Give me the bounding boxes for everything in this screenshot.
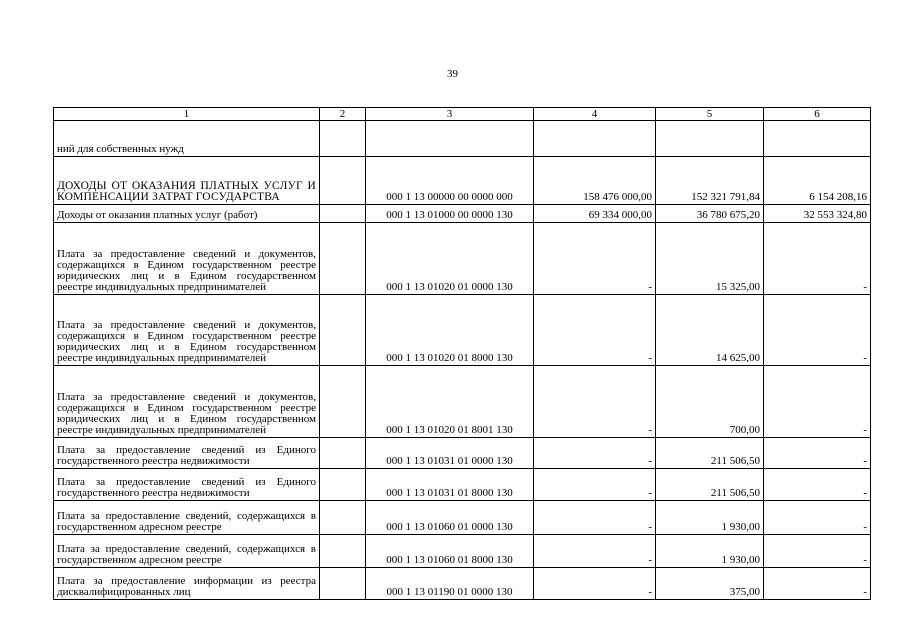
column-header: 1 <box>54 108 320 121</box>
row-plan: - <box>534 438 656 469</box>
column-header: 4 <box>534 108 656 121</box>
row-plan: - <box>534 366 656 438</box>
table-row <box>54 205 871 223</box>
table-row <box>54 157 871 205</box>
row-name: Плата за предоставление сведений из Единого государственного реестра недвижимости <box>54 469 320 501</box>
table-header-row <box>54 108 871 121</box>
row-code: 000 1 13 01060 01 0000 130 <box>366 501 534 535</box>
row-unexecuted: - <box>764 501 871 535</box>
row-executed: 15 325,00 <box>656 223 764 295</box>
row-col2 <box>320 568 366 600</box>
row-executed: 1 930,00 <box>656 535 764 568</box>
table-row <box>54 568 871 600</box>
row-col2 <box>320 295 366 366</box>
row-col2 <box>320 438 366 469</box>
row-col2 <box>320 157 366 205</box>
row-code: 000 1 13 01060 01 8000 130 <box>366 535 534 568</box>
row-unexecuted: - <box>764 469 871 501</box>
row-executed <box>656 121 764 157</box>
row-code: 000 1 13 01020 01 0000 130 <box>366 223 534 295</box>
row-name: ДОХОДЫ ОТ ОКАЗАНИЯ ПЛАТНЫХ УСЛУГ И КОМПЕНСАЦИИ ЗАТРАТ ГОСУДАРСТВА <box>54 157 320 205</box>
row-executed: 700,00 <box>656 366 764 438</box>
row-code: 000 1 13 01000 00 0000 130 <box>366 205 534 223</box>
row-unexecuted: - <box>764 366 871 438</box>
row-unexecuted <box>764 121 871 157</box>
row-plan: 69 334 000,00 <box>534 205 656 223</box>
row-plan: - <box>534 469 656 501</box>
row-col2 <box>320 366 366 438</box>
table-row <box>54 438 871 469</box>
row-name: Плата за предоставление информации из реестра дисквалифицированных лиц <box>54 568 320 600</box>
row-code: 000 1 13 01020 01 8001 130 <box>366 366 534 438</box>
column-header: 3 <box>366 108 534 121</box>
table-row <box>54 535 871 568</box>
row-col2 <box>320 501 366 535</box>
column-header: 5 <box>656 108 764 121</box>
row-code: 000 1 13 00000 00 0000 000 <box>366 157 534 205</box>
row-name: Плата за предоставление сведений из Единого государственного реестра недвижимости <box>54 438 320 469</box>
row-code: 000 1 13 01190 01 0000 130 <box>366 568 534 600</box>
row-unexecuted: - <box>764 295 871 366</box>
table-row <box>54 223 871 295</box>
column-header: 2 <box>320 108 366 121</box>
column-header: 6 <box>764 108 871 121</box>
row-name: ний для собственных нужд <box>54 121 320 157</box>
row-name: Плата за предоставление сведений и документов, содержащихся в Едином государственном реестре юридических лиц и в Едином государственном реестре индивидуальных предпринимателей <box>54 366 320 438</box>
row-executed: 211 506,50 <box>656 469 764 501</box>
row-col2 <box>320 205 366 223</box>
row-plan: - <box>534 223 656 295</box>
row-name: Плата за предоставление сведений и документов, содержащихся в Едином государственном реестре юридических лиц и в Едином государственном реестре индивидуальных предпринимателей <box>54 295 320 366</box>
row-plan: - <box>534 295 656 366</box>
row-code <box>366 121 534 157</box>
row-unexecuted: - <box>764 438 871 469</box>
row-col2 <box>320 223 366 295</box>
row-unexecuted: - <box>764 223 871 295</box>
row-plan: - <box>534 535 656 568</box>
revenue-table <box>53 107 871 600</box>
row-unexecuted: - <box>764 568 871 600</box>
row-plan: - <box>534 568 656 600</box>
row-code: 000 1 13 01031 01 8000 130 <box>366 469 534 501</box>
table-row <box>54 469 871 501</box>
row-executed: 36 780 675,20 <box>656 205 764 223</box>
row-col2 <box>320 535 366 568</box>
row-col2 <box>320 121 366 157</box>
row-unexecuted: 32 553 324,80 <box>764 205 871 223</box>
row-unexecuted: 6 154 208,16 <box>764 157 871 205</box>
row-plan <box>534 121 656 157</box>
page-number: 39 <box>447 68 458 80</box>
row-name: Плата за предоставление сведений, содержащихся в государственном адресном реестре <box>54 535 320 568</box>
row-name: Доходы от оказания платных услуг (работ) <box>54 205 320 223</box>
table-row <box>54 366 871 438</box>
row-executed: 1 930,00 <box>656 501 764 535</box>
row-executed: 14 625,00 <box>656 295 764 366</box>
row-plan: 158 476 000,00 <box>534 157 656 205</box>
table-row <box>54 295 871 366</box>
table-row <box>54 121 871 157</box>
row-name: Плата за предоставление сведений и документов, содержащихся в Едином государственном реестре юридических лиц и в Едином государственном реестре индивидуальных предпринимателей <box>54 223 320 295</box>
row-executed: 375,00 <box>656 568 764 600</box>
table-row <box>54 501 871 535</box>
row-unexecuted: - <box>764 535 871 568</box>
row-col2 <box>320 469 366 501</box>
row-executed: 211 506,50 <box>656 438 764 469</box>
row-executed: 152 321 791,84 <box>656 157 764 205</box>
row-plan: - <box>534 501 656 535</box>
row-name: Плата за предоставление сведений, содержащихся в государственном адресном реестре <box>54 501 320 535</box>
row-code: 000 1 13 01031 01 0000 130 <box>366 438 534 469</box>
row-code: 000 1 13 01020 01 8000 130 <box>366 295 534 366</box>
